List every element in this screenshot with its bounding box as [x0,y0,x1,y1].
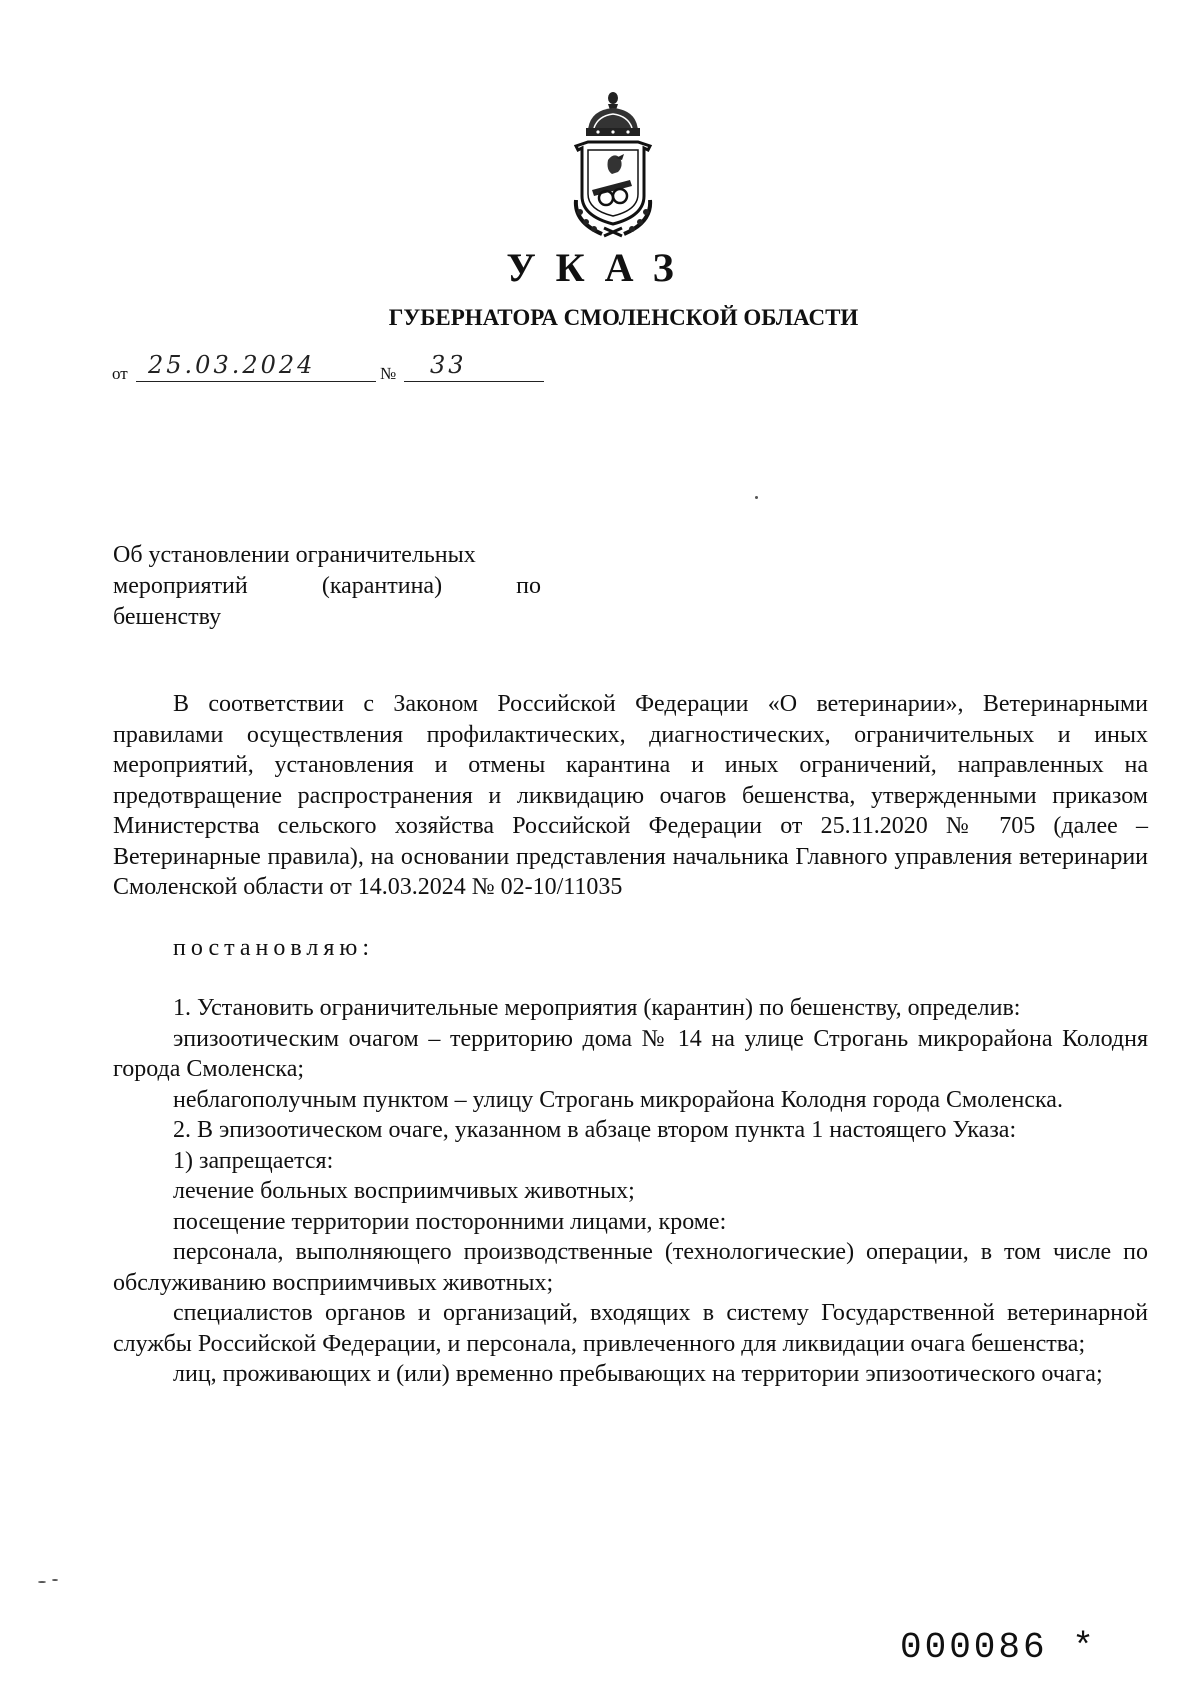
number-underline [404,351,544,382]
decree-word: постановляю: [173,934,374,961]
number-prefix: № [380,364,397,383]
item-1-paragraph-b: неблагополучным пунктом – улицу Строгань микрорайона Колодня города Смоленска. [173,1086,1063,1113]
item-2-sub-1-b: посещение территории посторонними лицами, кроме: [173,1208,727,1235]
item-1-paragraph-a: эпизоотическим очагом – территорию дома № 14 на улице Строгань микрорайона Колодня города Смоленска; [113,1025,1148,1082]
handwritten-date: 25.03.2024 [148,351,316,379]
subject-line: мероприятий (карантина) по [113,573,541,599]
scan-speck [755,496,758,499]
item-2-sub-1-a: лечение больных восприимчивых животных; [173,1178,635,1204]
item-2-sub-1-b3: лиц, проживающих и (или) временно пребывающих на территории эпизоотического очага; [173,1361,1103,1387]
document-title: УКАЗ [506,245,694,290]
item-2-sub-1-b1: персонала, выполняющего производственные (технологические) операции, в том числе по обслуживанию восприимчивых животных; [113,1239,1148,1296]
preamble-paragraph: В соответствии с Законом Российской Федерации «О ветеринарии», Ветеринарными правилами осуществления профилактических, диагностических, ограничительных и иных мероприятий, установления и отмены карантина и иных ограничений, направленных на предотвращение распространения и ликвидацию очагов бешенства, утвержденными приказом Министерства сельского хозяйства Российской Федерации от 25.11.2020 № 705 (далее – Ветеринарные правила), на основании представления начальника Главного управления ветеринарии Смоленской области от 14.03.2024 № 02-10/11035 [113,691,1148,900]
document-body [113,689,1148,1390]
date-number-line [112,352,542,388]
date-prefix: от [112,364,128,383]
handwritten-number: 33 [430,351,467,379]
document-subtitle: ГУБЕРНАТОРА СМОЛЕНСКОЙ ОБЛАСТИ [388,305,859,330]
serial-number: 000086 * [900,1627,1097,1668]
subject-line: бешенству [113,604,222,630]
scan-speck [52,1579,58,1581]
scan-speck [38,1581,46,1583]
document-subject [113,540,541,633]
item-1: 1. Установить ограничительные мероприятия (карантин) по бешенству, определив: [173,995,1021,1021]
item-2: 2. В эпизоотическом очаге, указанном в абзаце втором пункта 1 настоящего Указа: [173,1117,1017,1143]
smolensk-coat-of-arms-icon [558,88,668,238]
subject-line: Об установлении ограничительных [113,542,476,568]
item-2-sub-1: 1) запрещается: [173,1147,334,1174]
item-2-sub-1-b2: специалистов органов и организаций, входящих в систему Государственной ветеринарной службы Российской Федерации, и персонала, привлеченного для ликвидации очага бешенства; [113,1300,1148,1357]
